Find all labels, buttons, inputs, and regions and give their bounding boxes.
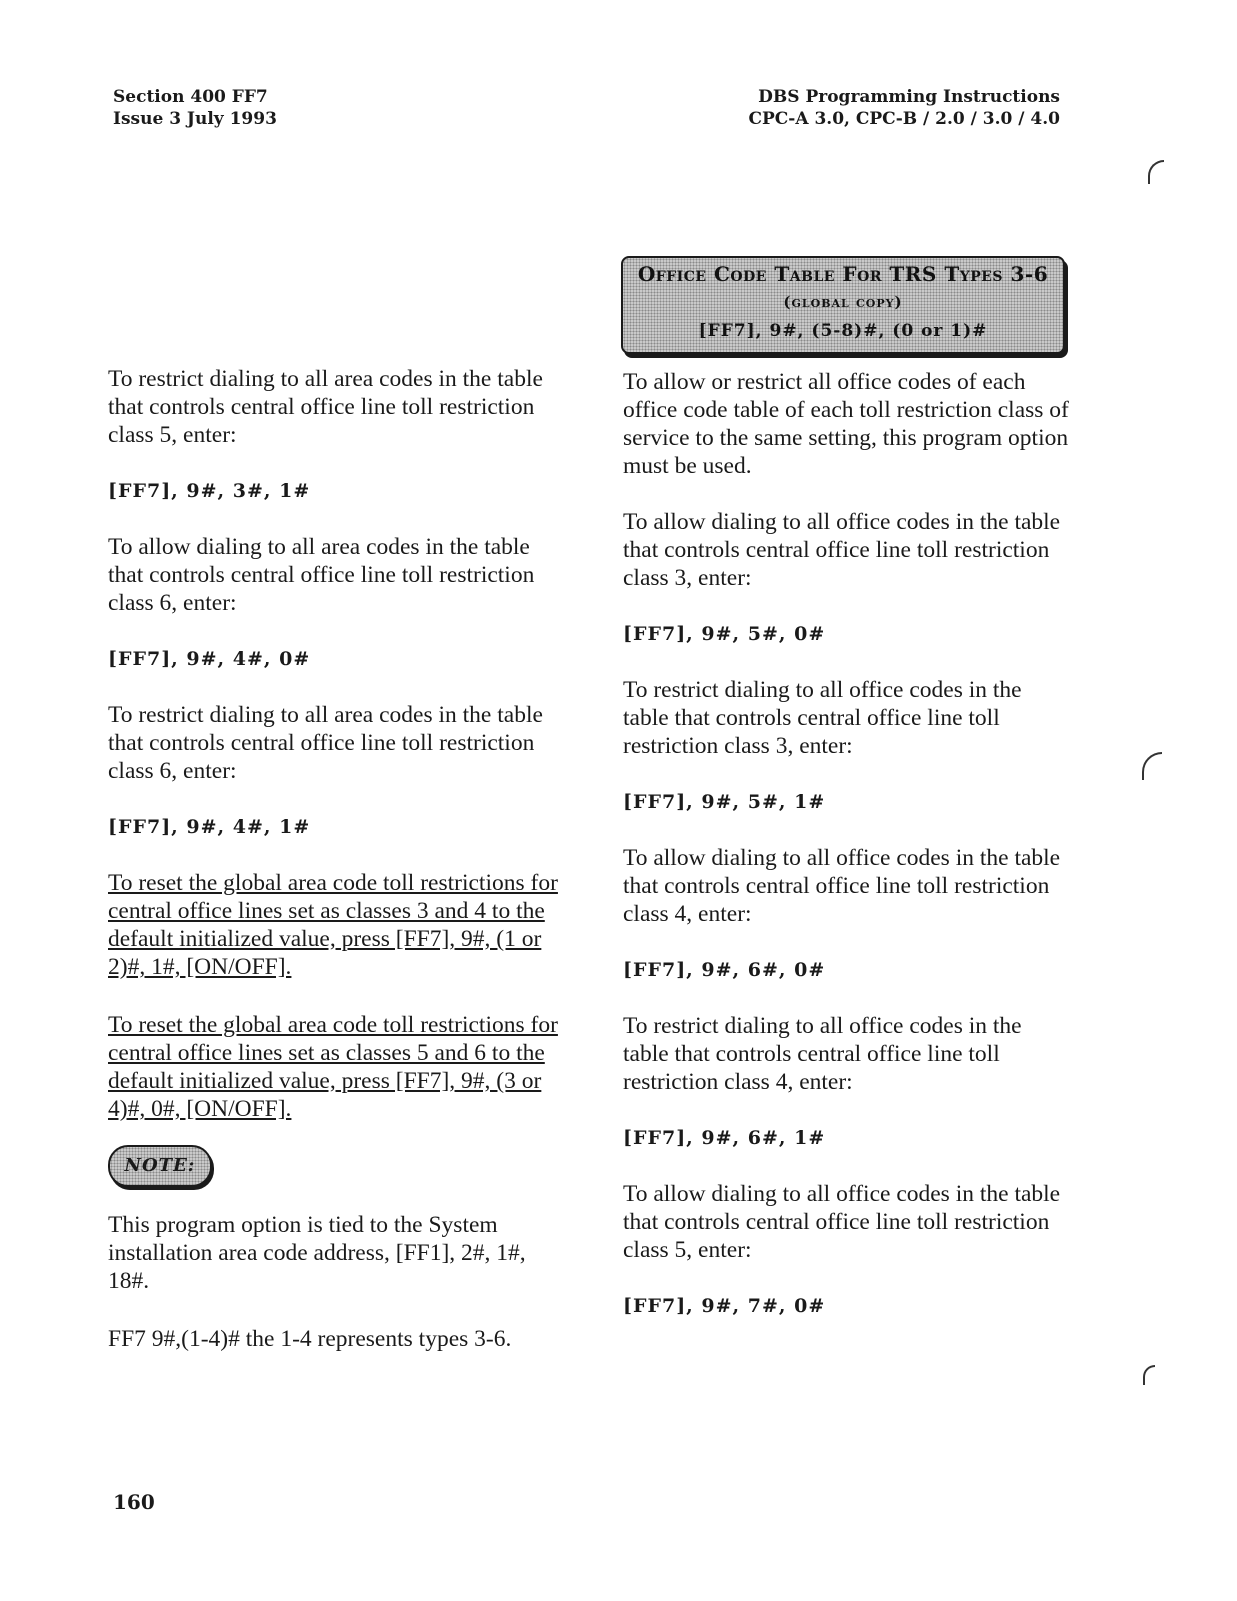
- paragraph: To restrict dialing to all office codes in the table that controls central office line toll restriction class 3, enter:: [623, 677, 1022, 759]
- binding-hole-mark: [1143, 1365, 1155, 1385]
- paragraph: To restrict dialing to all office codes in the table that controls central office line toll restriction class 4, enter:: [623, 1013, 1022, 1095]
- section-subtitle: (global copy): [783, 293, 903, 311]
- left-column: [108, 365, 558, 1353]
- command-code: [FF7], 9#, 5#, 0#: [623, 623, 826, 645]
- reset-instruction: To reset the global area code toll restrictions for central office lines set as classes 3 and 4 to the default initialized value, press [FF7], 9#, (1 or 2)#, 1#, [ON/OFF].: [108, 870, 558, 980]
- paragraph: To restrict dialing to all area codes in the table that controls central office line toll restriction class 5, enter:: [108, 366, 543, 448]
- paragraph: To restrict dialing to all area codes in the table that controls central office line toll restriction class 6, enter:: [108, 702, 543, 784]
- paragraph: To allow or restrict all office codes of each office code table of each toll restriction class of service to the same setting, this program option must be used.: [623, 369, 1069, 479]
- binding-hole-mark: [1148, 160, 1164, 184]
- command-code: [FF7], 9#, 6#, 1#: [623, 1127, 826, 1149]
- command-code: [FF7], 9#, 4#, 0#: [108, 648, 311, 670]
- section-title-box: [621, 256, 1065, 354]
- command-code: [FF7], 9#, 7#, 0#: [623, 1295, 826, 1317]
- header-left: [113, 86, 277, 130]
- right-column: [623, 368, 1073, 1318]
- paragraph: To allow dialing to all area codes in the table that controls central office line toll restriction class 6, enter:: [108, 534, 535, 616]
- note-badge: NOTE:: [108, 1145, 212, 1187]
- command-code: [FF7], 9#, 4#, 1#: [108, 816, 311, 838]
- note-container: [108, 1145, 558, 1187]
- document-title: DBS Programming Instructions: [758, 87, 1060, 107]
- command-code: [FF7], 9#, 6#, 0#: [623, 959, 826, 981]
- paragraph: To allow dialing to all office codes in the table that controls central office line toll restriction class 4, enter:: [623, 845, 1061, 927]
- section-title: Office Code Table For TRS Types 3-6: [637, 262, 1049, 286]
- paragraph: To allow dialing to all office codes in the table that controls central office line toll restriction class 5, enter:: [623, 1181, 1061, 1263]
- issue-date: Issue 3 July 1993: [113, 109, 277, 129]
- command-code: [FF7], 9#, 3#, 1#: [108, 480, 311, 502]
- section-command: [FF7], 9#, (5-8)#, (0 or 1)#: [698, 321, 988, 341]
- command-code: [FF7], 9#, 5#, 1#: [623, 791, 826, 813]
- binding-hole-mark: [1142, 752, 1162, 780]
- reset-instruction: To reset the global area code toll restrictions for central office lines set as classes 5 and 6 to the default initialized value, press [FF7], 9#, (3 or 4)#, 0#, [ON/OFF].: [108, 1012, 558, 1122]
- paragraph: To allow dialing to all office codes in the table that controls central office line toll restriction class 3, enter:: [623, 509, 1061, 591]
- section-label: Section 400 FF7: [113, 87, 268, 107]
- header-right: [748, 86, 1060, 130]
- note-paragraph: This program option is tied to the System installation area code address, [FF1], 2#, 1#, 18#.: [108, 1212, 526, 1294]
- note-paragraph: FF7 9#,(1-4)# the 1-4 represents types 3-6.: [108, 1326, 512, 1352]
- page-number: 160: [113, 1490, 155, 1514]
- version-info: CPC-A 3.0, CPC-B / 2.0 / 3.0 / 4.0: [748, 109, 1060, 129]
